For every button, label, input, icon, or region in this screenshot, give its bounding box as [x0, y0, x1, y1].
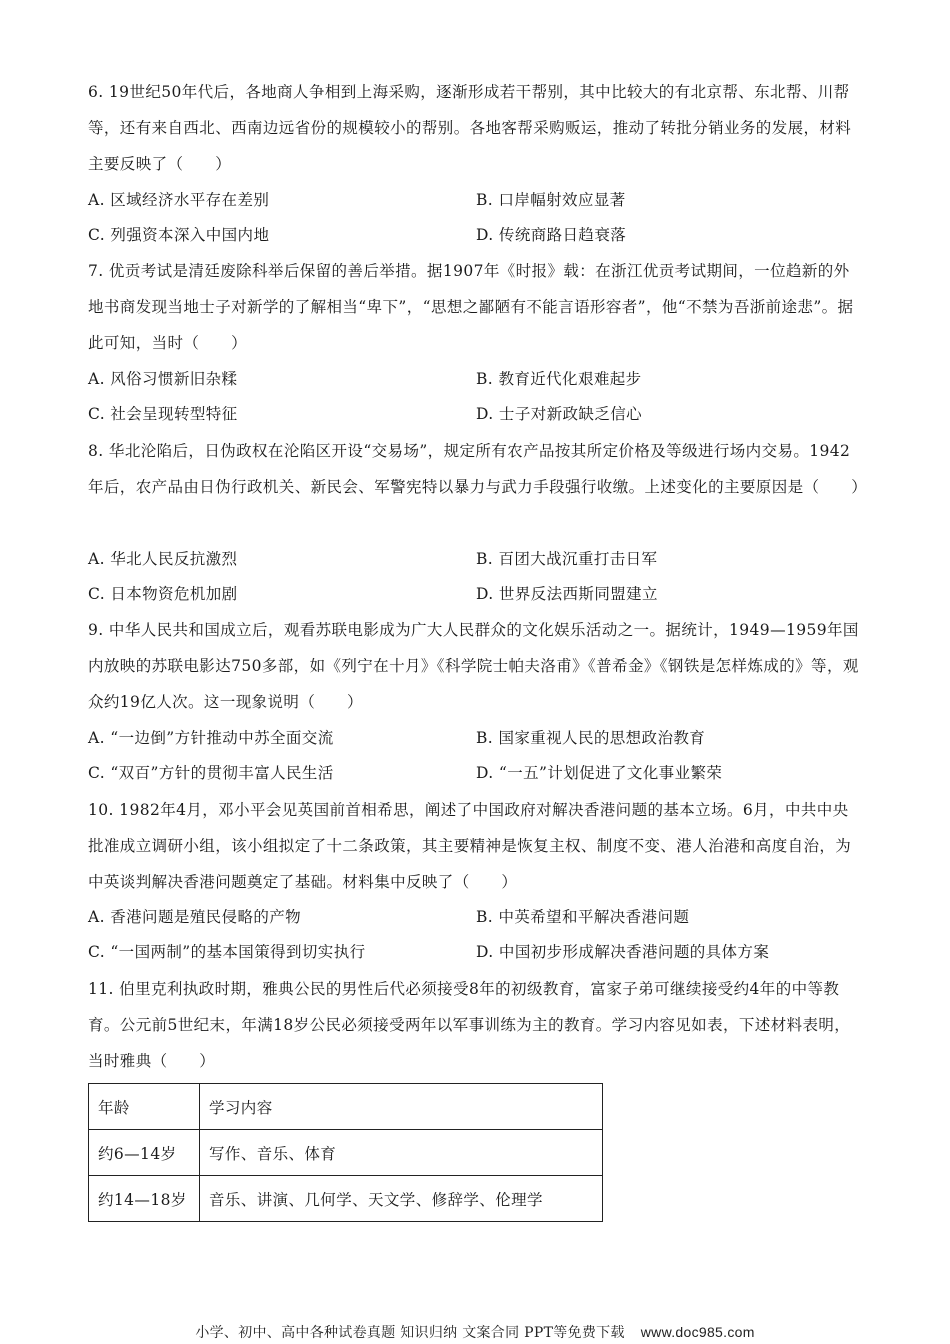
question-11 [88, 971, 864, 1079]
question-8 [88, 433, 868, 505]
option-a[interactable]: A. 华北人民反抗激烈 [88, 550, 238, 568]
question-9-options [88, 721, 864, 791]
question-stem: 11. 伯里克利执政时期，雅典公民的男性后代必须接受8年的初级教育，富家子弟可继续接受约4年的中等教育。公元前5世纪末，年满18岁公民必须接受两年以军事训练为主的教育。学习内容见如表，下述材料表明，当时雅典（ ） [88, 980, 851, 1070]
option-a[interactable]: A. 香港问题是殖民侵略的产物 [88, 908, 302, 926]
option-d[interactable]: D. 传统商路日趋衰落 [476, 226, 627, 244]
question-10 [88, 792, 864, 900]
option-b[interactable]: B. 国家重视人民的思想政治教育 [476, 729, 706, 747]
option-d[interactable]: D. 中国初步形成解决香港问题的具体方案 [476, 943, 770, 961]
option-d[interactable]: D. “一五”计划促进了文化事业繁荣 [476, 764, 723, 782]
option-c[interactable]: C. “一国两制”的基本国策得到切实执行 [88, 943, 366, 961]
footer-text: 小学、初中、高中各种试卷真题 知识归纳 文案合同 PPT等免费下载 [195, 1325, 625, 1341]
table-header-age: 年龄 [89, 1084, 200, 1130]
question-stem: 8. 华北沦陷后，日伪政权在沦陷区开设“交易场”，规定所有农产品按其所定价格及等级进行场内交易。1942年后，农产品由日伪行政机关、新民会、军警宪特以暴力与武力手段强行收缴。上述变化的主要原因是（ ） [88, 442, 868, 496]
option-d[interactable]: D. 士子对新政缺乏信心 [476, 405, 643, 423]
option-d[interactable]: D. 世界反法西斯同盟建立 [476, 585, 658, 603]
question-7-options [88, 362, 864, 432]
option-c[interactable]: C. 社会呈现转型特征 [88, 405, 238, 423]
table-cell-age: 约6—14岁 [89, 1130, 200, 1176]
footer-url-link[interactable]: www.doc985.com [640, 1324, 755, 1340]
option-b[interactable]: B. 中英希望和平解决香港问题 [476, 908, 690, 926]
table-header-row [89, 1084, 603, 1130]
option-a[interactable]: A. 区域经济水平存在差别 [88, 191, 270, 209]
question-10-options [88, 900, 864, 970]
question-7 [88, 253, 864, 361]
option-b[interactable]: B. 百团大战沉重打击日军 [476, 550, 658, 568]
question-8-options [88, 542, 864, 612]
question-stem: 7. 优贡考试是清廷废除科举后保留的善后举措。据1907年《时报》载：在浙江优贡考试期间，一位趋新的外地书商发现当地士子对新学的了解相当“卑下”，“思想之鄙陋有不能言语形容者”，他“不禁为吾浙前途悲”。据此可知，当时（ ） [88, 262, 854, 352]
study-content-table [88, 1083, 603, 1222]
table-cell-content: 写作、音乐、体育 [200, 1130, 603, 1176]
table-row [89, 1176, 603, 1222]
page-footer [0, 1322, 950, 1342]
option-c[interactable]: C. “双百”方针的贯彻丰富人民生活 [88, 764, 334, 782]
question-9 [88, 612, 864, 720]
option-c[interactable]: C. 日本物资危机加剧 [88, 585, 238, 603]
table-row [89, 1130, 603, 1176]
table-cell-age: 约14—18岁 [89, 1176, 200, 1222]
question-stem: 9. 中华人民共和国成立后，观看苏联电影成为广大人民群众的文化娱乐活动之一。据统计，1949—1959年国内放映的苏联电影达750多部，如《列宁在十月》《科学院士帕夫洛甫》《普希金》《钢铁是怎样炼成的》等，观众约19亿人次。这一现象说明（ ） [88, 621, 859, 711]
option-a[interactable]: A. “一边倒”方针推动中苏全面交流 [88, 729, 334, 747]
option-c[interactable]: C. 列强资本深入中国内地 [88, 226, 270, 244]
question-stem: 6. 19世纪50年代后，各地商人争相到上海采购，逐渐形成若干帮别，其中比较大的有北京帮、东北帮、川帮等，还有来自西北、西南边远省份的规模较小的帮别。各地客帮采购贩运，推动了转批分销业务的发展，材料主要反映了（ ） [88, 83, 852, 173]
option-b[interactable]: B. 口岸幅射效应显著 [476, 191, 626, 209]
table-cell-content: 音乐、讲演、几何学、天文学、修辞学、伦理学 [200, 1176, 603, 1222]
option-a[interactable]: A. 风俗习惯新旧杂糅 [88, 370, 238, 388]
question-6-options [88, 183, 864, 253]
table-header-content: 学习内容 [200, 1084, 603, 1130]
question-6 [88, 74, 864, 182]
option-b[interactable]: B. 教育近代化艰难起步 [476, 370, 642, 388]
question-stem: 10. 1982年4月，邓小平会见英国前首相希思，阐述了中国政府对解决香港问题的基本立场。6月，中共中央批准成立调研小组，该小组拟定了十二条政策，其主要精神是恢复主权、制度不变、港人治港和高度自治，为中英谈判解决香港问题奠定了基础。材料集中反映了（ ） [88, 801, 852, 891]
